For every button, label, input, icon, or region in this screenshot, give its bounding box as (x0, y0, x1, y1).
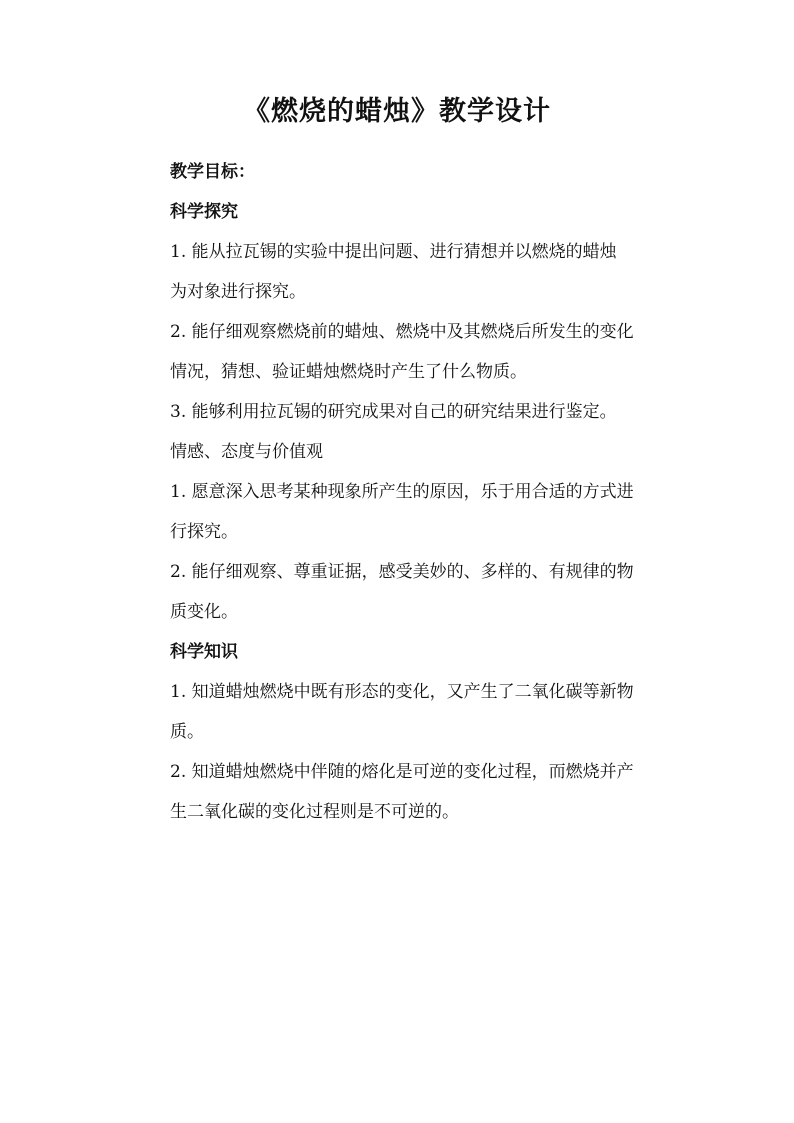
section-heading-inquiry: 科学探究 (170, 202, 238, 222)
paragraph-line: 2. 能仔细观察、尊重证据，感受美妙的、多样的、有规律的物 (170, 562, 634, 582)
document-title: 《燃烧的蜡烛》教学设计 (243, 96, 551, 127)
paragraph-line: 1. 愿意深入思考某种现象所产生的原因，乐于用合适的方式进 (170, 482, 634, 502)
paragraph-line: 2. 能仔细观察燃烧前的蜡烛、燃烧中及其燃烧后所发生的变化 (170, 322, 634, 342)
objectives-heading: 教学目标： (170, 162, 255, 182)
document-body (170, 152, 680, 832)
paragraph-line: 质变化。 (170, 602, 238, 622)
section-heading-attitude: 情感、态度与价值观 (170, 442, 323, 462)
paragraph-line: 3. 能够利用拉瓦锡的研究成果对自己的研究结果进行鉴定。 (170, 402, 617, 422)
paragraph-line: 行探究。 (170, 522, 238, 542)
paragraph-line: 1. 知道蜡烛燃烧中既有形态的变化，又产生了二氧化碳等新物 (170, 682, 634, 702)
paragraph-line: 为对象进行探究。 (170, 282, 306, 302)
paragraph-line: 生二氧化碳的变化过程则是不可逆的。 (170, 802, 459, 822)
paragraph-line: 情况，猜想、验证蜡烛燃烧时产生了什么物质。 (170, 362, 527, 382)
paragraph-line: 2. 知道蜡烛燃烧中伴随的熔化是可逆的变化过程，而燃烧并产 (170, 762, 634, 782)
section-heading-knowledge: 科学知识 (170, 642, 238, 662)
paragraph-line: 1. 能从拉瓦锡的实验中提出问题、进行猜想并以燃烧的蜡烛 (170, 242, 617, 262)
paragraph-line: 质。 (170, 722, 204, 742)
